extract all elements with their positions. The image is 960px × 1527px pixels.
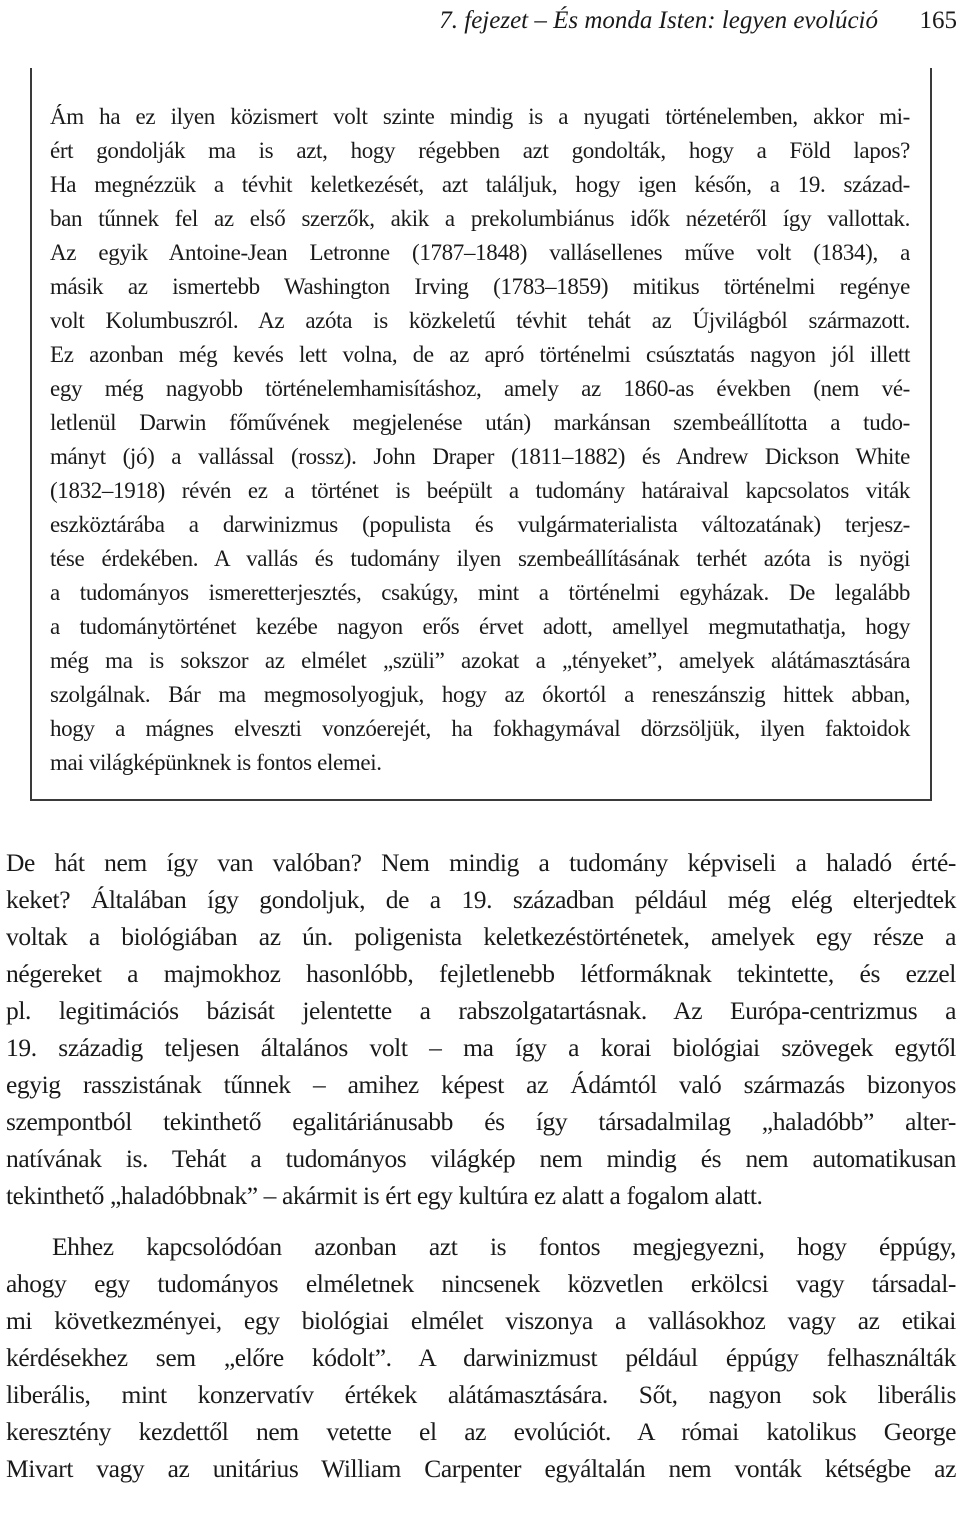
body-line: voltak a biológiában az ún. poligenista keletkezéstörténetek, amelyek egy része a (6, 922, 956, 951)
box-line: Ám ha ez ilyen közismert volt szinte mindig is a nyugati történelemben, akkor mi- (50, 104, 910, 129)
body-line: tekinthető „haladóbbnak” – akármit is ért egy kultúra ez alatt a fogalom alatt. (6, 1181, 763, 1210)
body-line: kérdésekhez sem „előre kódolt”. A darwinizmust például éppúgy felhasználták (6, 1343, 956, 1372)
box-line: a tudományos ismeretterjesztés, csakúgy, mint a történelmi egyházak. De legalább (50, 580, 910, 605)
body-line: pl. legitimációs bázisát jelentette a rabszolgatartásnak. Az Európa-centrizmus a (6, 996, 956, 1025)
box-line: még ma is sokszor az elmélet „szüli” azokat a „tényeket”, amelyek alátámasztására (50, 648, 910, 673)
body-line: 19. századig teljesen általános volt – ma így a korai biológiai szövegek egytől (6, 1033, 956, 1062)
box-line: mányt (jó) a vallással (rossz). John Draper (1811–1882) és Andrew Dickson White (50, 444, 910, 469)
box-line: Az egyik Antoine-Jean Letronne (1787–1848) vallásellenes műve volt (1834), a (50, 240, 910, 265)
body-line: Ehhez kapcsolódóan azonban azt is fontos megjegyezni, hogy éppúgy, (52, 1232, 956, 1261)
body-line: ahogy egy tudományos elméletnek nincsenek közvetlen erkölcsi vagy társadal- (6, 1269, 956, 1298)
body-line: egyig rasszistának tűnnek – amihez képest az Ádámtól való származás bizonyos (6, 1070, 956, 1099)
box-line: ban tűnnek fel az első szerzők, akik a prekolumbiánus idők nézetéről így vallottak. (50, 206, 910, 231)
chapter-title: 7. fejezet – És monda Isten: legyen evolúció (439, 7, 878, 34)
box-line: ért gondolják ma is azt, hogy régebben azt gondolták, hogy a Föld lapos? (50, 138, 910, 163)
sidebar-box (30, 68, 932, 801)
body-line: keket? Általában így gondoljuk, de a 19. században például még elég elterjedtek (6, 885, 956, 914)
box-line: tése érdekében. A vallás és tudomány ilyen szembeállításának terhét azóta is nyögi (50, 546, 910, 571)
box-line: mai világképünknek is fontos elemei. (50, 750, 382, 775)
body-line: négereket a majmokhoz hasonlóbb, fejletlenebb létformáknak tekintette, és ezzel (6, 959, 956, 988)
box-line: másik az ismertebb Washington Irving (1783–1859) mitikus történelmi regénye (50, 274, 910, 299)
box-line: (1832–1918) révén ez a történet is beépült a tudomány határaival kapcsolatos viták (50, 478, 910, 503)
running-header (0, 6, 960, 36)
page-number: 165 (919, 7, 957, 34)
body-line: szempontból tekinthető egalitáriánusabb és így társadalmilag „haladóbb” alter- (6, 1107, 956, 1136)
box-line: letlenül Darwin főművének megjelenése után) markánsan szembeállította a tudo- (50, 410, 910, 435)
box-line: Ha megnézzük a tévhit keletkezését, azt találjuk, hogy igen későn, a 19. század- (50, 172, 910, 197)
body-line: De hát nem így van valóban? Nem mindig a tudomány képviseli a haladó érté- (6, 848, 956, 877)
body-line: natívának is. Tehát a tudományos világkép nem mindig és nem automatikusan (6, 1144, 956, 1173)
body-line: keresztény kezdettől nem vetette el az evolúciót. A római katolikus George (6, 1417, 956, 1446)
box-line: eszköztárába a darwinizmus (populista és vulgármaterialista változatának) terjesz- (50, 512, 910, 537)
box-line: szolgálnak. Bár ma megmosolyogjuk, hogy az ókortól a reneszánszig hittek abban, (50, 682, 910, 707)
box-line: egy még nagyobb történelemhamisításhoz, amely az 1860-as években (nem vé- (50, 376, 910, 401)
box-line: hogy a mágnes elveszti vonzóerejét, ha fokhagymával dörzsöljük, ilyen faktoidok (50, 716, 910, 741)
body-line: liberális, mint konzervatív értékek alátámasztására. Sőt, nagyon sok liberális (6, 1380, 956, 1409)
body-line: Mivart vagy az unitárius William Carpenter egyáltalán nem vonták kétségbe az (6, 1454, 956, 1483)
box-line: Ez azonban még kevés lett volna, de az apró történelmi csúsztatás nagyon jól illett (50, 342, 910, 367)
box-line: a tudománytörténet kezébe nagyon erős érvet adott, amellyel megmutathatja, hogy (50, 614, 910, 639)
box-line: volt Kolumbuszról. Az azóta is közkeletű tévhit tehát az Újvilágból származott. (50, 308, 910, 333)
body-line: mi következményei, egy biológiai elmélet viszonya a vallásokhoz vagy az etikai (6, 1306, 956, 1335)
